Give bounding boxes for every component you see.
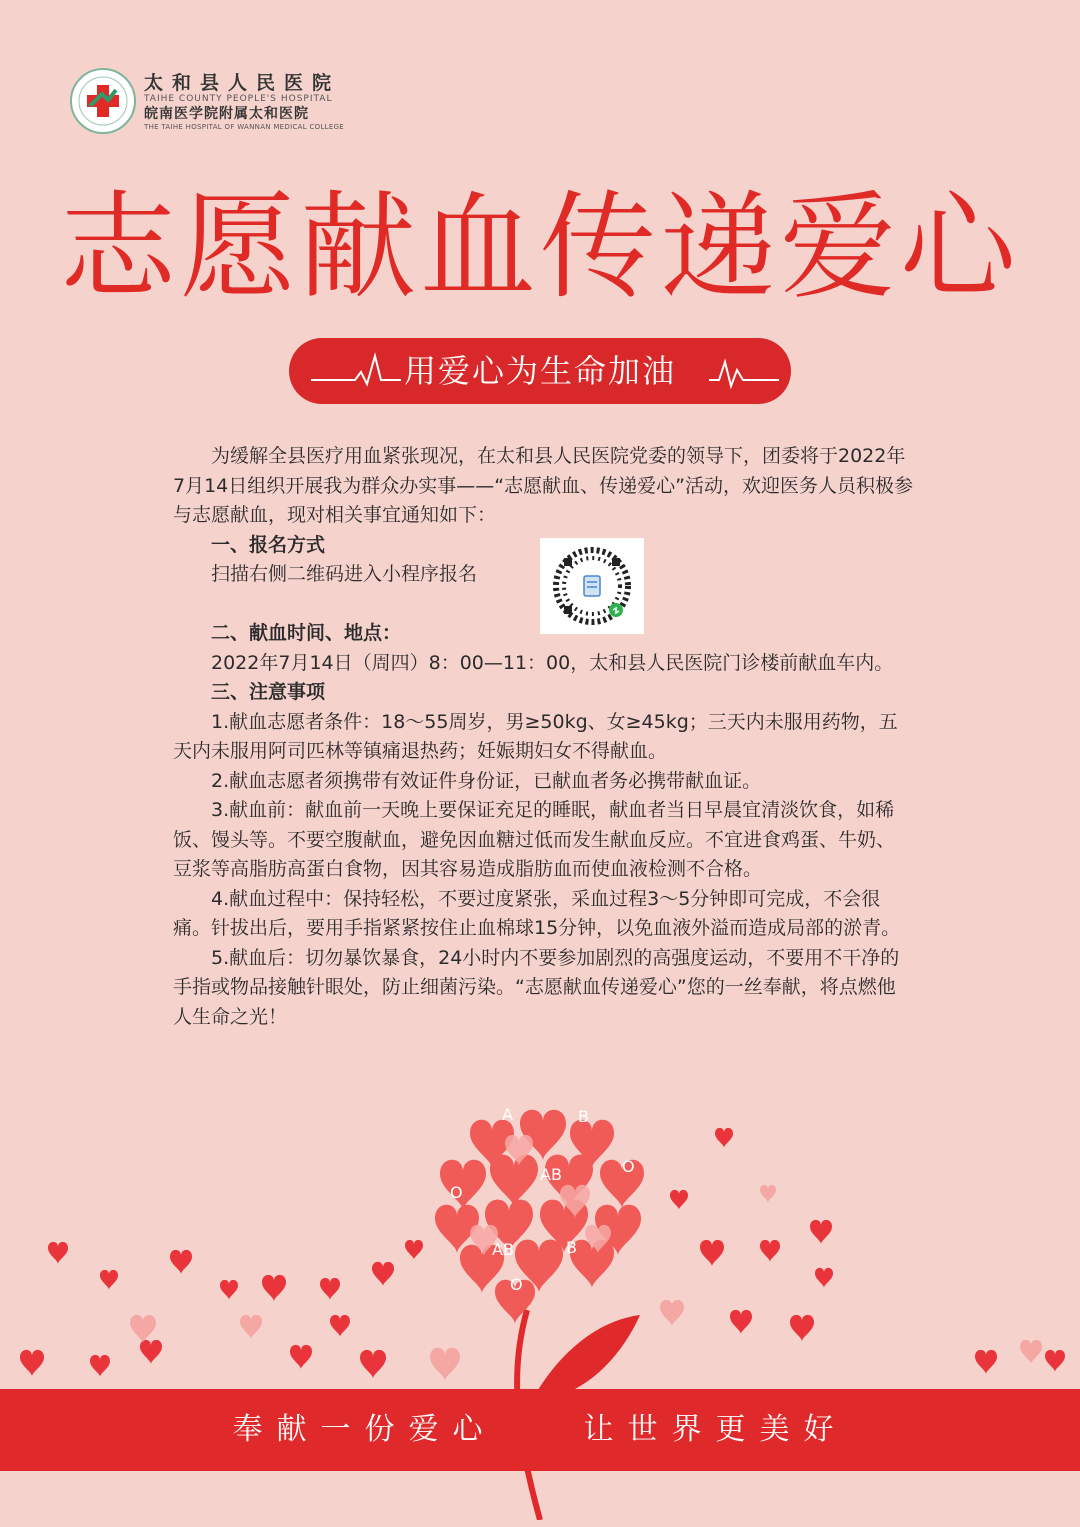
slogan-right: 让世界更美好 [583, 1412, 848, 1447]
hospital-affiliation-cn: 皖南医学院附属太和医院 [144, 106, 309, 122]
section-registration-title: 一、报名方式 [211, 533, 326, 556]
note-item: 2.献血志愿者须携带有效证件身份证，已献血者务必携带献血证。 [211, 769, 762, 792]
blood-type-label: O [510, 1275, 523, 1294]
blood-type-label: B [578, 1107, 589, 1126]
blood-type-label: O [450, 1183, 463, 1202]
blood-type-label: AB [540, 1165, 562, 1184]
slogan-text [0, 1389, 1080, 1471]
section-time-place-text: 2022年7月14日（周四）8：00—11：00，太和县人民医院门诊楼前献血车内。 [211, 651, 894, 674]
section-notes-title: 三、注意事项 [211, 681, 326, 703]
section-time-place-title: 二、献血时间、地点： [211, 622, 402, 644]
slogan-left: 奉献一份爱心 [232, 1412, 497, 1447]
blood-type-label: A [502, 1105, 513, 1124]
blood-type-label: B [566, 1238, 577, 1257]
hospital-emblem-icon [70, 68, 136, 134]
section-registration-text: 扫描右侧二维码进入小程序报名 [211, 563, 478, 585]
note-item: 1.献血志愿者条件：18～55周岁，男≥50kg、女≥45kg；三天内未服用药物，五天内未服用阿司匹林等镇痛退热药；妊娠期妇女不得献血。 [173, 710, 898, 762]
note-item: 5.献血后：切勿暴饮暴食，24小时内不要参加剧烈的高强度运动，不要用不干净的手指或物品接触针眼处，防止细菌污染。“志愿献血传递爱心”您的一丝奉献，将点燃他人生命之光！ [173, 946, 900, 1028]
blood-type-label: O [622, 1157, 635, 1176]
subtitle-banner [289, 338, 791, 404]
hospital-affiliation-en: THE TAIHE HOSPITAL OF WANNAN MEDICAL COLLEGE [144, 123, 345, 131]
poster-title: 志愿献血传递爱心 [60, 180, 1020, 315]
poster-subtitle: 用爱心为生命加油 [403, 352, 676, 390]
intro-paragraph: 为缓解全县医疗用血紧张现况，在太和县人民医院党委的领导下，团委将于2022年7月14日组织开展我为群众办实事——“志愿献血、传递爱心”活动，欢迎医务人员积极参与志愿献血，现对相关事宜通知如下： [173, 445, 913, 526]
note-item: 4.献血过程中：保持轻松，不要过度紧张，采血过程3～5分钟即可完成，不会很痛。针拔出后，要用手指紧紧按住止血棉球15分钟，以免血液外溢而造成局部的淤青。 [173, 887, 901, 939]
hospital-name-en: TAIHE COUNTY PEOPLE'S HOSPITAL [144, 94, 333, 104]
notice-body [173, 442, 913, 1032]
hospital-logo [70, 68, 390, 138]
registration-qr-code[interactable] [540, 538, 644, 634]
hospital-name-cn: 太和县人民医院 [144, 72, 341, 94]
qr-code-icon [540, 538, 644, 634]
blood-type-label: AB [492, 1240, 514, 1259]
note-item: 3.献血前：献血前一天晚上要保证充足的睡眠，献血者当日早晨宜清淡饮食，如稀饭、馒头等。不要空腹献血，避免因血糖过低而发生献血反应。不宜进食鸡蛋、牛奶、豆浆等高脂肪高蛋白食物，因其容易造成脂肪血而使血液检测不合格。 [173, 799, 896, 880]
